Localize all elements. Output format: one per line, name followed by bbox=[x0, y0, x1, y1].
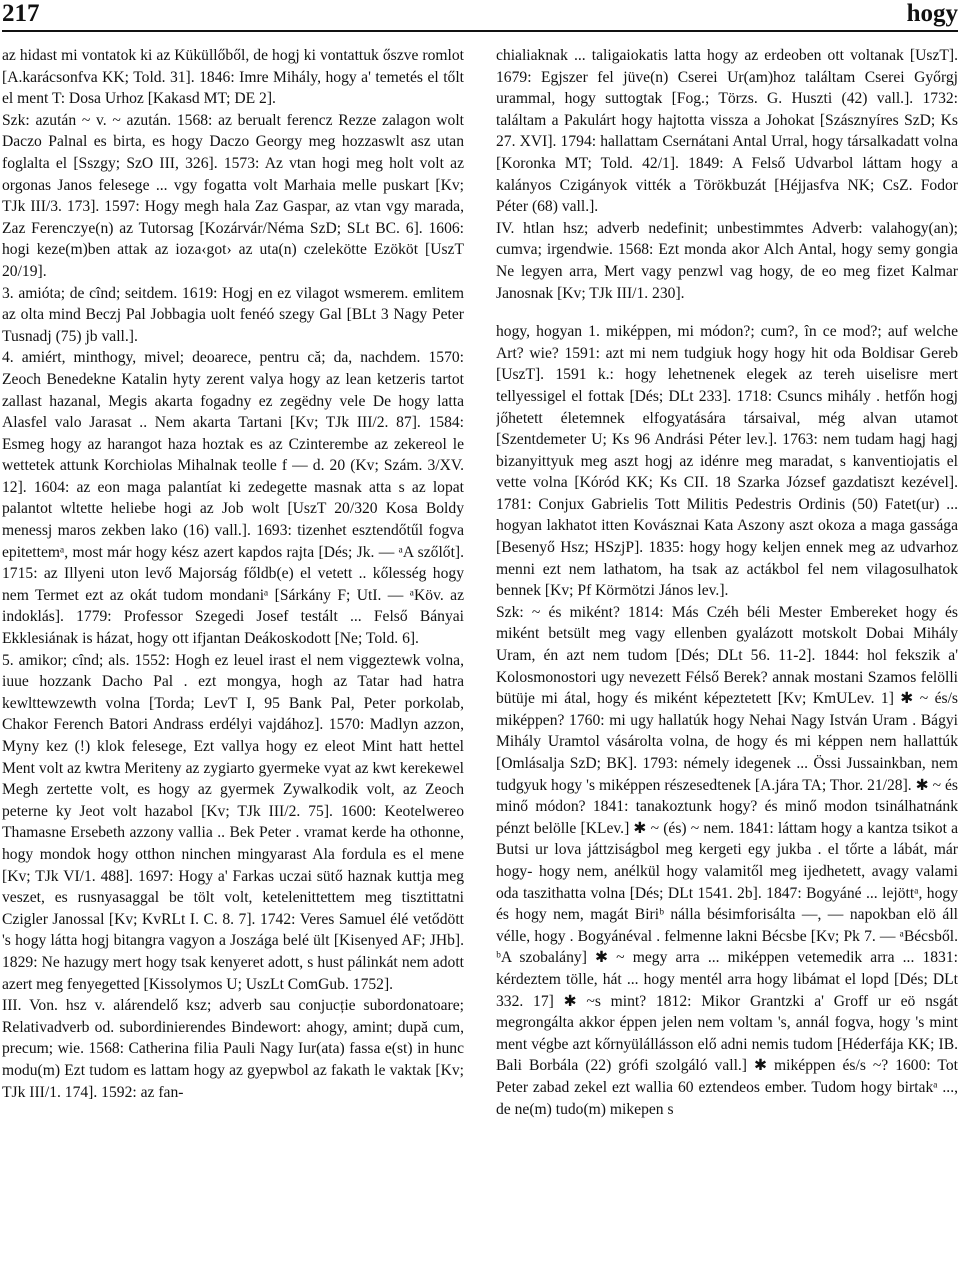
entry-paragraph: Szk: ~ és miként? 1814: Más Czéh béli Mester Embereket hogy és miként betsült meg vagy ellenben gyalázott motskolt Dobai Mihály Uram, én azt nem tudom [Dés; DLt 56. 11-2]. 1844: hol fekszik a' Kolosmonostori ugy nevezett Félső Berek? annak mostani Szamos felölli bütüje mi átal, hogy és miként képeztetett [Kv; KmULev. 1] ✱ ~ és/s miképpen? 1760: mi ugy hallatúk hogy Nehai Nagy István Uram . Bágyi Mihály Uramtol vásárolta volna, de hogy és mi képpen nem hallattúk [Omlásalja SzD; BK]. 1793: némely idegenek ... Össi Jussainkban, nem tudgyuk hogy 's miképpen részesedtenek [A.jára TA; Thor. 21/28]. ✱ ~ és minő módon? 1841: tanakoztunk hogy? és minő modon tsinálhatnánk pénzt belölle [KLev.] ✱ ~ (és) ~ nem. 1841: láttam hogy a kantza tsikot a Butsi ur lova játtziságbol meg kergeti egy jukba . el tőrte a lábát, már hogy- hogy nem, anélkül hogy valamitől meg ijedhetett, avagy valami oda taszithatta volna [Dés; DLt 1541. 2b]. 1847: Bogyáné ... lejöttᵃ, hogy és hogy nem, magát Biriᵇ nálla bésimforisálta —, — napokban elö áll vélle, hogy . Bogyánéval . felmenne lakni Bécsbe [Kv; Pk 7. — ᵃBécsből. ᵇA szobalány] ✱ ~ megy arra ... miképpen vetemedik arra ... 1831: kérdeztem tölle, hát ... hogy mentél arra hogy libámat el lopd [Dés; DLt 332. 17] ✱ ~s mint? 1812: Mikor Grantzki a' Groff ur eö nsgát megrongálta akkor éppen jelen nem voltam 's, annál fogva, hogy 's mint ment végbe azt kőrnyülállásson elő adni nemis tudom [Héderfája KK; IB. Bali Borbála (22) grófi szolgáló vall.] ✱ miképpen és/s ~? 1600: Tot Peter zabad zekel ezt wallia 60 eztendeos ember. Tudom hogy birtakᵃ ..., de ne(m) tudo(m) mikepen s bbox=[496, 603, 958, 1118]
entry-paragraph: IV. htlan hsz; adverb nedefinit; unbestimmtes Adverb: valahogy(an); cumva; irgendwie. 1568: Ezt monda akor Alch Antal, hogy semy gongia Ne legyen arra, Mert vagy penzwl vag hogy, de eo meg fizet Kalmar Janosnak [Kv; TJk III/1. 230]. bbox=[496, 219, 958, 302]
entry-paragraph: chialiaknak ... taligaiokatis latta hogy az erdeoben ott voltanak [UszT]. 1679: Egjszer fel jüve(n) Cserei Ur(am)hoz találtam Cserei Győrgj urammal, hogy suttogtak [Fog.; Törzs. G. Huszti (42) vall.]. 1732: találtam a Pakulárt hogy hajtotta vissza a Johokat [Szásznyíres SzD; Ks 27. XVI]. 1794: hallattam Csernátani Antal Urral, hogy társalkadatt volna [Koronka MT; Told. 42/1]. 1849: A Felső Udvarbol láttam hogy a kalányos Czigányok vitték a Törökbuzát [Héjjasfva NK; CsZ. Fodor Péter (68) vall.]. bbox=[496, 47, 958, 216]
entry-paragraph: Szk: azután ~ v. ~ azután. 1568: az berualt ferencz Rezze zalagon wolt Daczo Palnal es birta, es hogy Daczo Georgy meg hozzaswlt asz utan foglalta el [Sszgy; SzO III, 326]. 1573: Az vtan hogi meg holt volt az orgonas Janos felesege ... vgy fogatta volt Marhaia melle puskart [Kv; TJk III/3. 173]. 1597: Hogy megh hala Zaz Gaspar, az vtan vgy marada, Zaz Ferenczye(n) az Tutorsag [Kozárvár/Néma SzD; SLt BC. 6]. 1606: hogi keze(m)ben attak az ioza‹got› az uta(n) czelekötte Ezököt [UszT 20/19]. bbox=[2, 111, 464, 280]
right-column bbox=[496, 45, 958, 1285]
entry-paragraph: III. Von. hsz v. alárendelő ksz; adverb sau conjucție subordonatoare; Relativadverb od. subordinierendes Bindewort: ahogy, amint; după cum, precum; wie. 1568: Catherina filia Pauli Nagy Iur(ata) fassa e(st) in hunc modu(m) Ezt tudom es lattam hogy az gyepwbol az fakath le vaktak [Kv; TJk III/1. 174]. 1592: az fan- bbox=[2, 997, 464, 1101]
running-headword: hogy bbox=[906, 0, 958, 27]
header-rule bbox=[2, 30, 958, 32]
left-column bbox=[2, 45, 464, 1285]
page-number: 217 bbox=[2, 0, 40, 27]
entry-paragraph: 4. amiért, minthogy, mivel; deoarece, pentru că; da, nachdem. 1570: Zeoch Benedekne Katalin hyty zerent valya hogy az lean ketzeris tartot zallast hazanal, Megis akarta fogadny ez zegëdny vele De hogy latta Alasfel valo Jarasat .. Nem akarta Tartani [Kv; TJk III/2. 87]. 1584: Esmeg hogy az harangot haza hoztak es az Czinterembe az zekereol le wettetek attunk Korchiolas Mihalnak teolle f — d. 20 (Kv; Szám. 3/XV. 12]. 1604: az eon maga palantíat ki zedegette masnak atta s az lopat palantot wltette heliebe hogi az Job wolt [UszT 20/320 Kosa Boldy menessj maros zekben lako (16) vall.]. 1693: tizenhet esztendőtűl fogva epitettemᵃ, most már hogy kész azert kapdos rajta [Dés; Jk. — ᵃA szőlőt]. 1715: az Illyeni uton levő Majorság főldb(e) el vetett .. kőlesség hogy nem Termet ezt az okát tudom mondaniᵃ [Sárkány F; UtI. — ᵃKöv. az indoklás]. 1779: Professor Szegedi Josef testált ... Felső Bányai Ekklesiának is házat, hogy ott ifjantan Deákoskodott [Ne; Told. 6]. bbox=[2, 349, 464, 648]
entry-paragraph: 5. amikor; cînd; als. 1552: Hogh ez leuel irast el nem viggeztewk volna, iuue hozzank Dacho Pal . ezt mongya, hogh az Tatar had hatra kewlttewzewth volna [Torda; LevT I, 95 Bank Pal, Peter porkolab, Chakor Ferench Batori Andrass erdélyi vajdához]. 1570: Madlyn azzon, Myny kez (!) klok felesege, Ezt vallya hogy ez eleot Mint hatt hettel Ment volt az kwtra Meriteny az zygiarto gyermeke vyat az kwt kerekewel Megh zertette volt, es hogy az gyermek Zywalkodik volt, az Zeoch peterne ky Jeot volt hazabol [Kv; TJk III/2. 75]. 1600: Keotelwereo Thamasne Ersebeth azzony vallia .. Bek Peter . vramat kerde ha othonne, hogy mondok hogy otthon ninchen mingyarast Ala fordula es el mene [Kv; TJk VI/1. 488]. 1697: Hogy a' Farkas uczai sütő haznak kuttja meg veszet, es rusnyasaggal be tölt volt, ketelenittettem meg tisztittatni Czigler Janossal [Kv; KvRLt I. C. 8. 7]. 1742: Veres Samuel élé vetődött 's hogy látta hogj bitangra vagyon a Joszága belé ült [Kisenyed AF; JHb]. 1829: Ne hazugy mert hogy tsak kenyeret adott, s hust pálinkát nem adott azert meg fenyegetted [Kissolymos U; UszLt ComGub. 1752]. bbox=[2, 651, 464, 993]
entry-paragraph: 3. amióta; de cînd; seitdem. 1619: Hogj en ez vilagot wsmerem. emlitem az olta mind Beczj Pal Jobbagia uolt fenéó szegy Gal [BLt 3 Nagy Peter Tusnadj (75) jb vall.]. bbox=[2, 284, 464, 345]
entry-headword-paragraph: hogy, hogyan 1. miképpen, mi módon?; cum?, în ce mod?; auf welche Art? wie? 1591: azt mi nem tudgiuk hogy hogy hit oda Boldisar Gereb [UszT]. 1591 k.: hogy lehetnenek elegek az tereh uiselisre mert tellyessigel el fottak [Dés; DLt 233]. 1718: Csuncs mihály . hetfőn hogj jőhetett életemnek elfogyatására társaival, még alvan utamot [Szentdemeter U; Ks 96 Andrási Péter lev.]. 1763: nem tudam hagj hagj bizanyittyuk meg aszt hogj az idénre meg maradat, s kanventiojatis el vette volna [Kóród KK; Ks CII. 18 Szarka József gazdatiszt kezével]. 1781: Conjux Gabrielis Tott Militis Pedestris Ordinis (50) Fatet(ur) ... hogyan lakhatot itten Kovásznai Kata Aszony aszt okoza a maga gassága [Besenyő Hsz; HSzjP]. 1835: hogy hogy keljen ennek meg az udvarhoz menni ezt nem lathatom, ha tsak az actákbol fel nem vilagosulhatok bennek [Kv; Pf Körmötzi János lev.]. bbox=[496, 323, 958, 600]
entry-paragraph: az hidast mi vontatok ki az Küküllőből, de hogj ki vontattuk őszve romlot [A.karácsonfva KK; Told. 31]. 1846: Imre Mihály, hogy a' temetés el tőlt el ment T: Dosa Urhoz [Kakasd MT; DE 2]. bbox=[2, 47, 464, 108]
